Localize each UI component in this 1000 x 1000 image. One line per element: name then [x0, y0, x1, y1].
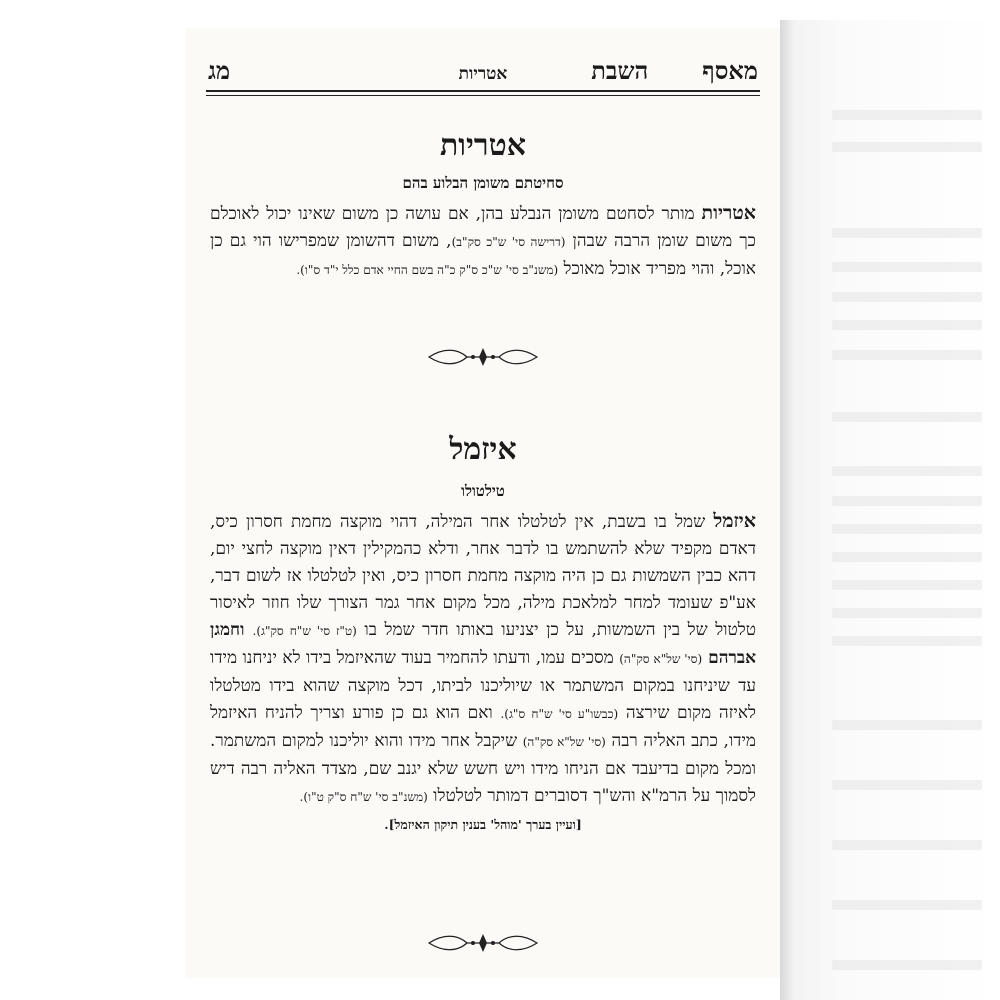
header-rule: [206, 90, 760, 96]
header-right: [591, 56, 758, 86]
flourish-ornament-icon: [423, 932, 543, 954]
bleed-text-line: [832, 412, 982, 422]
source-citation: (ט"ז סי' ש"ח סק"ג).: [252, 624, 357, 638]
source-citation: (סי' של"א סק"ה): [522, 735, 606, 749]
entry-text: שיקבל אחר מידו והוא יוליכנו למקום המשתמר. ומכל מקום בדיעבד אם הניחו מידו ויש חשש שלא יגנב שם, מצדד האליה רבה דיש לסמוך על הרמ"א והש"ך דסוברים דמותר לטלטלו: [210, 731, 756, 806]
bleed-text-line: [832, 524, 982, 534]
bleed-text-line: [832, 142, 982, 152]
header-section: אטריות: [458, 64, 508, 84]
entry-body: [210, 508, 756, 838]
header-book-name: מאסף: [702, 56, 758, 85]
bleed-text-line: [832, 900, 982, 910]
entry-subtitle: טילטולו: [461, 482, 505, 500]
source-citation: (משנ"ב סי' ש"כ ס"ק כ"ה בשם החיי אדם כלל י"ד ס"ו).: [296, 263, 559, 277]
entry-lead-word: אטריות: [701, 202, 756, 224]
bleed-text-line: [832, 466, 982, 476]
entry-title: איזמל: [449, 432, 517, 467]
entry-text: מסכים עמו, ודעתו להחמיר בעוד שהאיזמל בידו לא יניחנו מידו עד שיניחנו במקום המשתמר או שיוליכנו לביתו, דכל מוקצה שהוא בידו מטלטלו לאיזה מקום שירצה: [210, 648, 756, 723]
bleed-text-line: [832, 350, 982, 360]
entry-text: ואם הוא גם כן פורע וצריך להניח האיזמל מידו, כתב האליה רבה: [210, 703, 757, 751]
book-page: [186, 28, 780, 978]
bleed-text-line: [832, 320, 982, 330]
bleed-text-line: [832, 840, 982, 850]
source-citation: (משנ"ב סי' ש"ח ס"ק ט"ו).: [299, 790, 428, 804]
running-header: [208, 48, 758, 86]
bleed-text-line: [832, 608, 982, 618]
source-citation: (כבשו"ע סי' ש"ח ס"ג).: [500, 707, 619, 721]
bleed-text-line: [832, 636, 982, 646]
bleed-text-line: [832, 110, 982, 120]
entry-text: שמל בו בשבת, אין לטלטלו אחר המילה, דהוי מוקצה מחמת חסרון כיס, דאדם מקפיד שלא להשתמש בו לדבר אחר, ודלא כהמקילין דאין מוקצה לחצי יום, דהא כבין השמשות גם כן היה מוקצה מחמת חסרון כיס, ואין לטלטלו אז לשום דבר, אע"פ שעומד למחר למלאכת מילה, מכל מקום אחר גמר הצורך שלו חוזר לאיסור טלטול של בין השמשות, על כן יצניעו באותו חדר שמל בו: [210, 512, 756, 640]
entry-body: [210, 200, 756, 284]
entry-text: , משום דהשומן שמפרישו הוי גם כן אוכל, והוי מפריד אוכל מאוכל: [210, 231, 756, 279]
flourish-ornament-icon: [423, 346, 543, 368]
bleed-text-line: [832, 292, 982, 302]
entry-text: מותר לסחטם משומן הנבלע בהן, אם עושה כן משום שאינו יכול לאוכלם כך משום שומן הרבה שבהן: [210, 204, 756, 251]
cross-reference-note: [ועיין בערך 'מוהל' בענין תיקון האיזמל].: [384, 817, 582, 832]
bleed-text-line: [832, 960, 982, 970]
facing-page-bleed: [780, 20, 1000, 1000]
entry-lead-word: איזמל: [713, 510, 756, 532]
bleed-text-line: [832, 780, 982, 790]
header-chapter: השבת: [591, 56, 649, 85]
entry-title: אטריות: [440, 128, 526, 163]
bleed-text-line: [832, 262, 982, 272]
bleed-text-line: [832, 580, 982, 590]
header-page-number: מג: [208, 56, 231, 85]
bleed-text-line: [832, 496, 982, 506]
source-citation: (סי' של"א סק"ה): [619, 652, 703, 666]
source-citation: (דרישה סי' ש"כ סק"ב): [451, 235, 566, 249]
bleed-text-line: [832, 720, 982, 730]
entry-text: וחמגן אברהם: [210, 620, 757, 668]
entry-subtitle: סחיטתם משומן הבלוע בהם: [402, 174, 564, 192]
bleed-text-line: [832, 552, 982, 562]
bleed-text-line: [832, 228, 982, 238]
